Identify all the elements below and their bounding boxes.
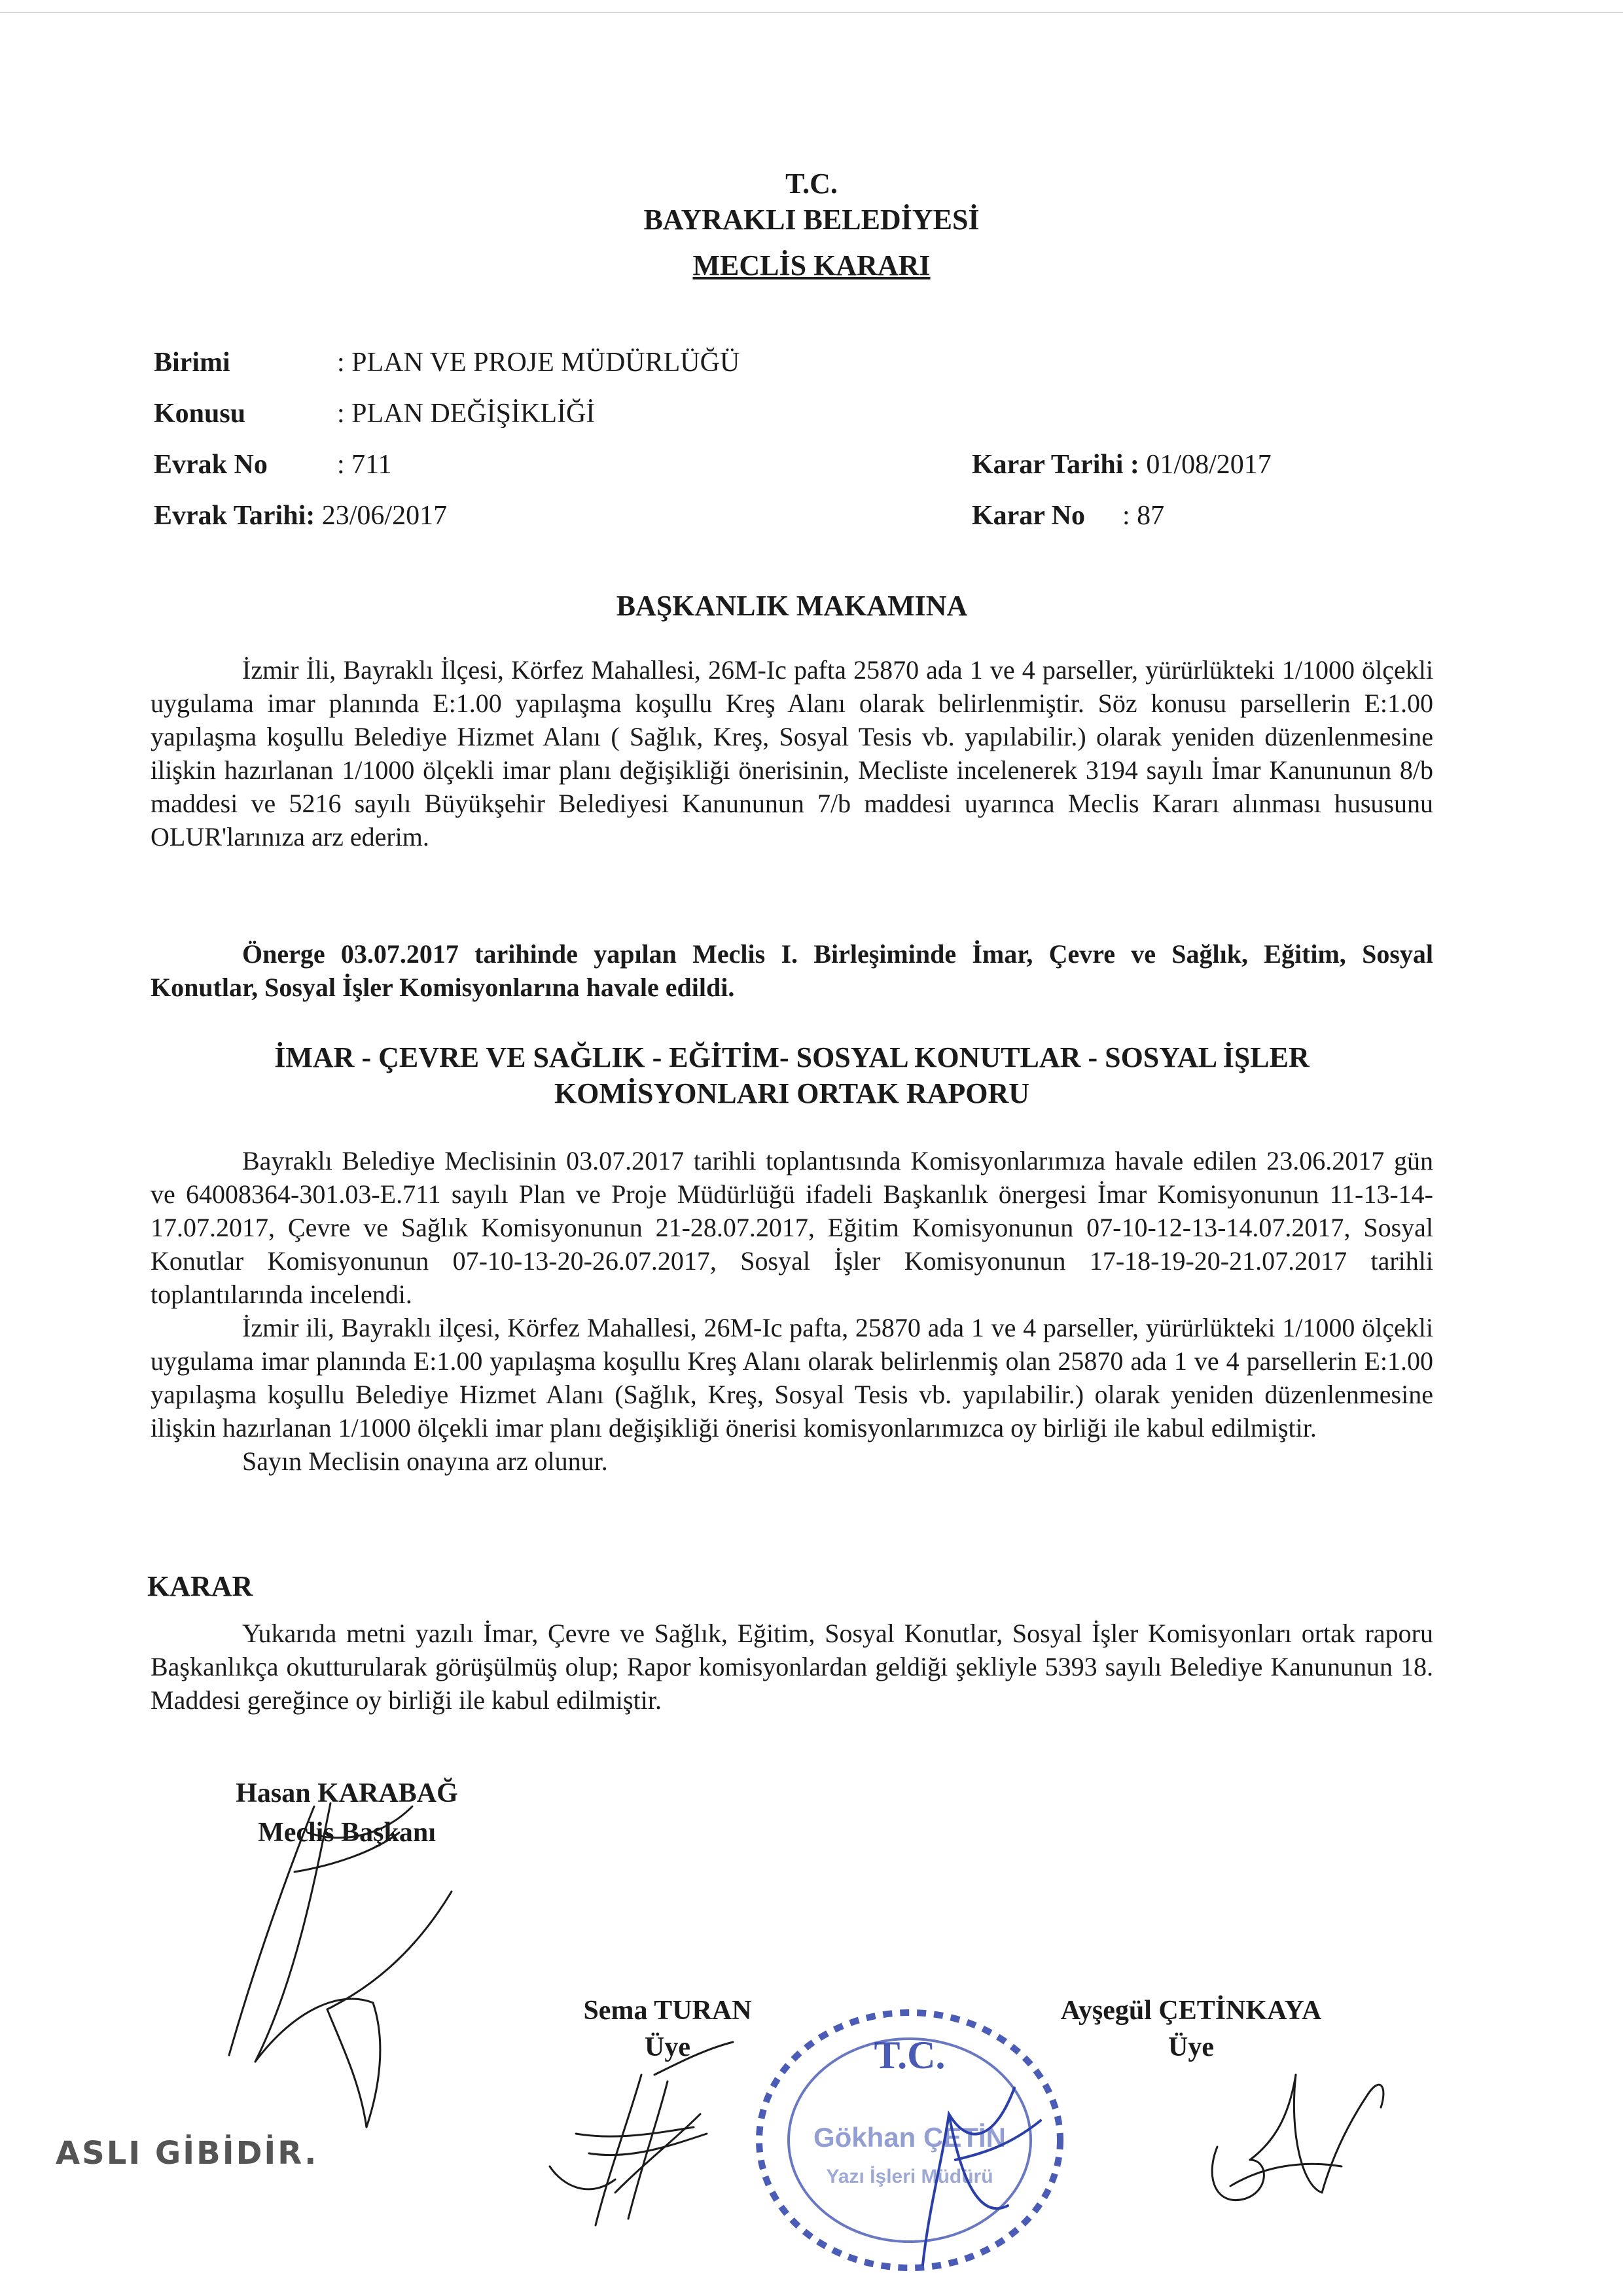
header-decision-title: MECLİS KARARI — [692, 249, 931, 281]
signature-name-sema-turan: Sema TURAN — [583, 1996, 752, 2026]
meta-karar-no-label: Karar No — [972, 501, 1086, 531]
official-stamp — [733, 1990, 1086, 2278]
meta-evrak-no — [154, 449, 392, 480]
rapor-paragraph-2: İzmir ili, Bayraklı ilçesi, Körfez Mahallesi, 26M-Ic pafta, 25870 ada 1 ve 4 parseller, yürürlükteki 1/1000 ölçekli uygulama imar planında E:1.00 yapılaşma koşullu Kreş Alanı olarak belirlenmiş olan 25870 ada 1 ve 4 parsellerin E:1.00 yapılaşma koşullu Belediye Hizmet Alanı (Sağlık, Kreş, Sosyal Tesis vb. yapılabilir.) olarak yeniden düzenlenmesine ilişkin hazırlanan 1/1000 ölçekli imar planı değişikliği önerisi komisyonlarımızca oy birliği ile kabul edilmiştir. — [151, 1313, 1433, 1443]
header-tc: T.C. — [785, 168, 838, 200]
stamp-text-mid: Gökhan ÇETİN — [813, 2122, 1007, 2153]
rapor-body — [151, 1144, 1433, 1478]
stamp-text-bottom: Yazı İşleri Müdürü — [826, 2166, 993, 2187]
rapor-paragraph-1: Bayraklı Belediye Meclisinin 03.07.2017 tarihli toplantısında Komisyonlarımıza havale edilen 23.06.2017 gün ve 64008364-301.03-E.711 sayılı Plan ve Proje Müdürlüğü ifadeli Başkanlık önergesi İmar Komisyonunun 11-13-14-17.07.2017, Çevre ve Sağlık Komisyonunun 21-28.07.2017, Eğitim Komisyonunun 07-10-12-13-14.07.2017, Sosyal Konutlar Komisyonunun 07-10-13-20-26.07.2017, Sosyal İşler Komisyonunun 17-18-19-20-21.07.2017 tarihli toplantılarında incelendi. — [151, 1146, 1433, 1309]
meta-evrak-no-label: Evrak No — [154, 450, 268, 480]
karar-text: Yukarıda metni yazılı İmar, Çevre ve Sağlık, Eğitim, Sosyal Konutlar, Sosyal İşler Komisyonları ortak raporu Başkanlıkça okutturularak görüşülmüş olup; Rapor komisyonlardan geldiği şekliyle 5393 sayılı Belediye Kanununun 18. Maddesi gereğince oy birliği ile kabul edilmiştir. — [151, 1619, 1433, 1715]
header-municipality: BAYRAKLI BELEDİYESİ — [643, 204, 980, 236]
meta-birimi-label: Birimi — [154, 348, 230, 378]
meta-karar-tarihi — [972, 449, 1272, 480]
onerge-paragraph — [151, 937, 1433, 1004]
meta-birimi-value: : PLAN VE PROJE MÜDÜRLÜĞÜ — [337, 348, 740, 378]
top-border-line — [0, 12, 1623, 13]
karar-heading: KARAR — [147, 1570, 253, 1602]
baskanlik-paragraph — [151, 653, 1433, 853]
signature-title-aysegul-cetinkaya: Üye — [1168, 2032, 1214, 2062]
stamp-text-top: T.C. — [874, 2034, 946, 2077]
meta-konusu-label: Konusu — [154, 399, 246, 429]
handwritten-signature-aysegul-cetinkaya — [1191, 2036, 1400, 2232]
meta-evrak-no-value: : 711 — [337, 450, 392, 480]
handwritten-signature-baskan — [216, 1793, 491, 2134]
signature-name-aysegul-cetinkaya: Ayşegül ÇETİNKAYA — [1060, 1996, 1322, 2026]
baskanlik-text: İzmir İli, Bayraklı İlçesi, Körfez Mahallesi, 26M-Ic pafta 25870 ada 1 ve 4 parseller, yürürlükteki 1/1000 ölçekli uygulama imar planında E:1.00 yapılaşma koşullu Kreş Alanı olarak belirlenmiştir. Söz konusu parsellerin E:1.00 yapılaşma koşullu Belediye Hizmet Alanı ( Sağlık, Kreş, Sosyal Tesis vb. yapılabilir.) olarak yeniden düzenlenmesine ilişkin hazırlanan 1/1000 ölçekli imar planı değişikliği önerisinin, Mecliste incelenerek 3194 sayılı İmar Kanununun 8/b maddesi ve 5216 sayılı Büyükşehir Belediyesi Kanununun 7/b maddesi uyarınca Meclis Kararı alınması hususunu OLUR'larınıza arz ederim. — [151, 655, 1433, 852]
meta-konusu-value: : PLAN DEĞİŞİKLİĞİ — [337, 399, 596, 429]
signature-name-baskan: Hasan KARABAĞ — [236, 1778, 458, 1808]
meta-karar-no — [972, 500, 1164, 531]
meta-karar-tarihi-label: Karar Tarihi : — [972, 450, 1139, 480]
signature-title-baskan: Meclis Başkanı — [258, 1818, 436, 1848]
meta-evrak-tarihi-value: 23/06/2017 — [321, 501, 448, 531]
baskanlik-heading: BAŞKANLIK MAKAMINA — [616, 590, 968, 622]
meta-karar-no-value: : 87 — [1122, 501, 1165, 531]
handwritten-signature-sema-turan — [537, 2036, 759, 2232]
meta-evrak-tarihi-label: Evrak Tarihi: — [154, 501, 315, 531]
meta-konusu — [154, 398, 595, 429]
karar-paragraph — [151, 1617, 1433, 1717]
asli-gibidir-stamp: ASLI GİBİDİR. — [56, 2135, 319, 2172]
rapor-heading-line2: KOMİSYONLARI ORTAK RAPORU — [554, 1077, 1030, 1109]
meta-evrak-tarihi — [154, 500, 447, 531]
meta-karar-tarihi-value: 01/08/2017 — [1146, 450, 1272, 480]
signature-title-sema-turan: Üye — [645, 2032, 690, 2062]
rapor-heading-line1: İMAR - ÇEVRE VE SAĞLIK - EĞİTİM- SOSYAL KONUTLAR - SOSYAL İŞLER — [274, 1041, 1310, 1073]
onerge-text: Önerge 03.07.2017 tarihinde yapılan Meclis I. Birleşiminde İmar, Çevre ve Sağlık, Eğitim, Sosyal Konutlar, Sosyal İşler Komisyonlarına havale edildi. — [151, 939, 1433, 1002]
rapor-paragraph-3: Sayın Meclisin onayına arz olunur. — [242, 1446, 608, 1476]
meta-birimi — [154, 347, 740, 378]
